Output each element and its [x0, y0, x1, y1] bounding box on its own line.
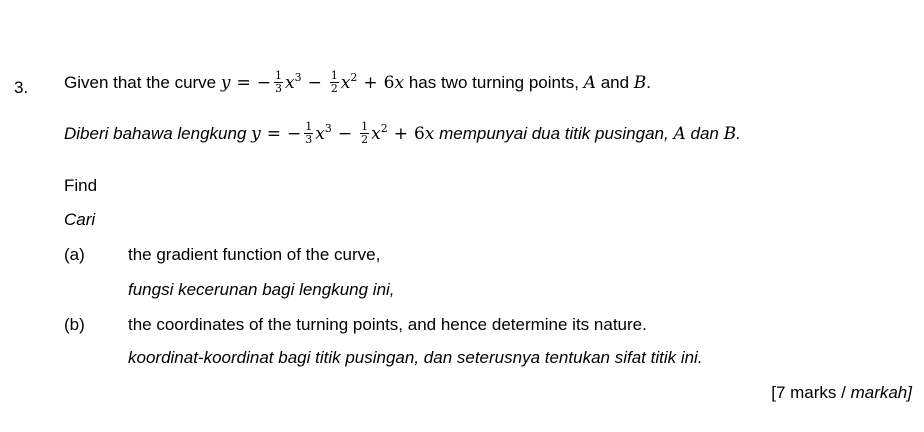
- english-lead-text: Given that the curve: [64, 72, 217, 92]
- malay-lead-text: Diberi bahawa lengkung: [64, 123, 247, 143]
- english-tail-text: has two turning points,: [408, 72, 579, 92]
- marks-label: [7 marks / markah]: [771, 383, 912, 402]
- curve-equation: y = − $\frac{1}{3}$ x $^3$ − $\frac{1}{2}$ x $^2$ + 6 x: [220, 69, 405, 95]
- eq-minus: −: [256, 72, 271, 93]
- question-english: Given that the curve y = − $\frac{1}{3}$ x $^3$ − $\frac{1}{2}$ x $^2$ + 6 x has two turning points, A and B .: [64, 69, 652, 95]
- part-b-malay: koordinat-koordinat bagi titik pusingan, dan seterusnya tentukan sifat titik ini.: [128, 348, 703, 367]
- eq-equals: =: [236, 72, 251, 93]
- eq-y: y: [220, 72, 231, 93]
- part-a-label: (a): [64, 245, 85, 264]
- malay-tail-text: mempunyai dua titik pusingan,: [439, 123, 669, 143]
- part-a-english: the gradient function of the curve,: [128, 245, 381, 264]
- point-b-label: B: [633, 72, 647, 93]
- curve-equation-malay: y = − $\frac{1}{3}$ x $^3$ − $\frac{1}{2}$ x $^2$ + 6 x: [251, 120, 435, 146]
- part-a-malay: fungsi kecerunan bagi lengkung ini,: [128, 280, 395, 299]
- question-malay: Diberi bahawa lengkung y = − $\frac{1}{3}$ x $^3$ − $\frac{1}{2}$ x $^2$ + 6 x mempunyai dua titik pusingan, A dan B .: [64, 120, 741, 146]
- cari-label: Cari: [64, 210, 96, 229]
- question-number: 3.: [14, 78, 29, 97]
- eq-fraction-one-third: $\frac{1}{3}$: [274, 69, 282, 95]
- eq-fraction-one-half: $\frac{1}{2}$: [330, 69, 338, 95]
- find-label: Find: [64, 176, 98, 195]
- part-b-english: the coordinates of the turning points, and hence determine its nature.: [128, 315, 647, 334]
- part-b-label: (b): [64, 315, 85, 334]
- point-a-label: A: [583, 72, 596, 93]
